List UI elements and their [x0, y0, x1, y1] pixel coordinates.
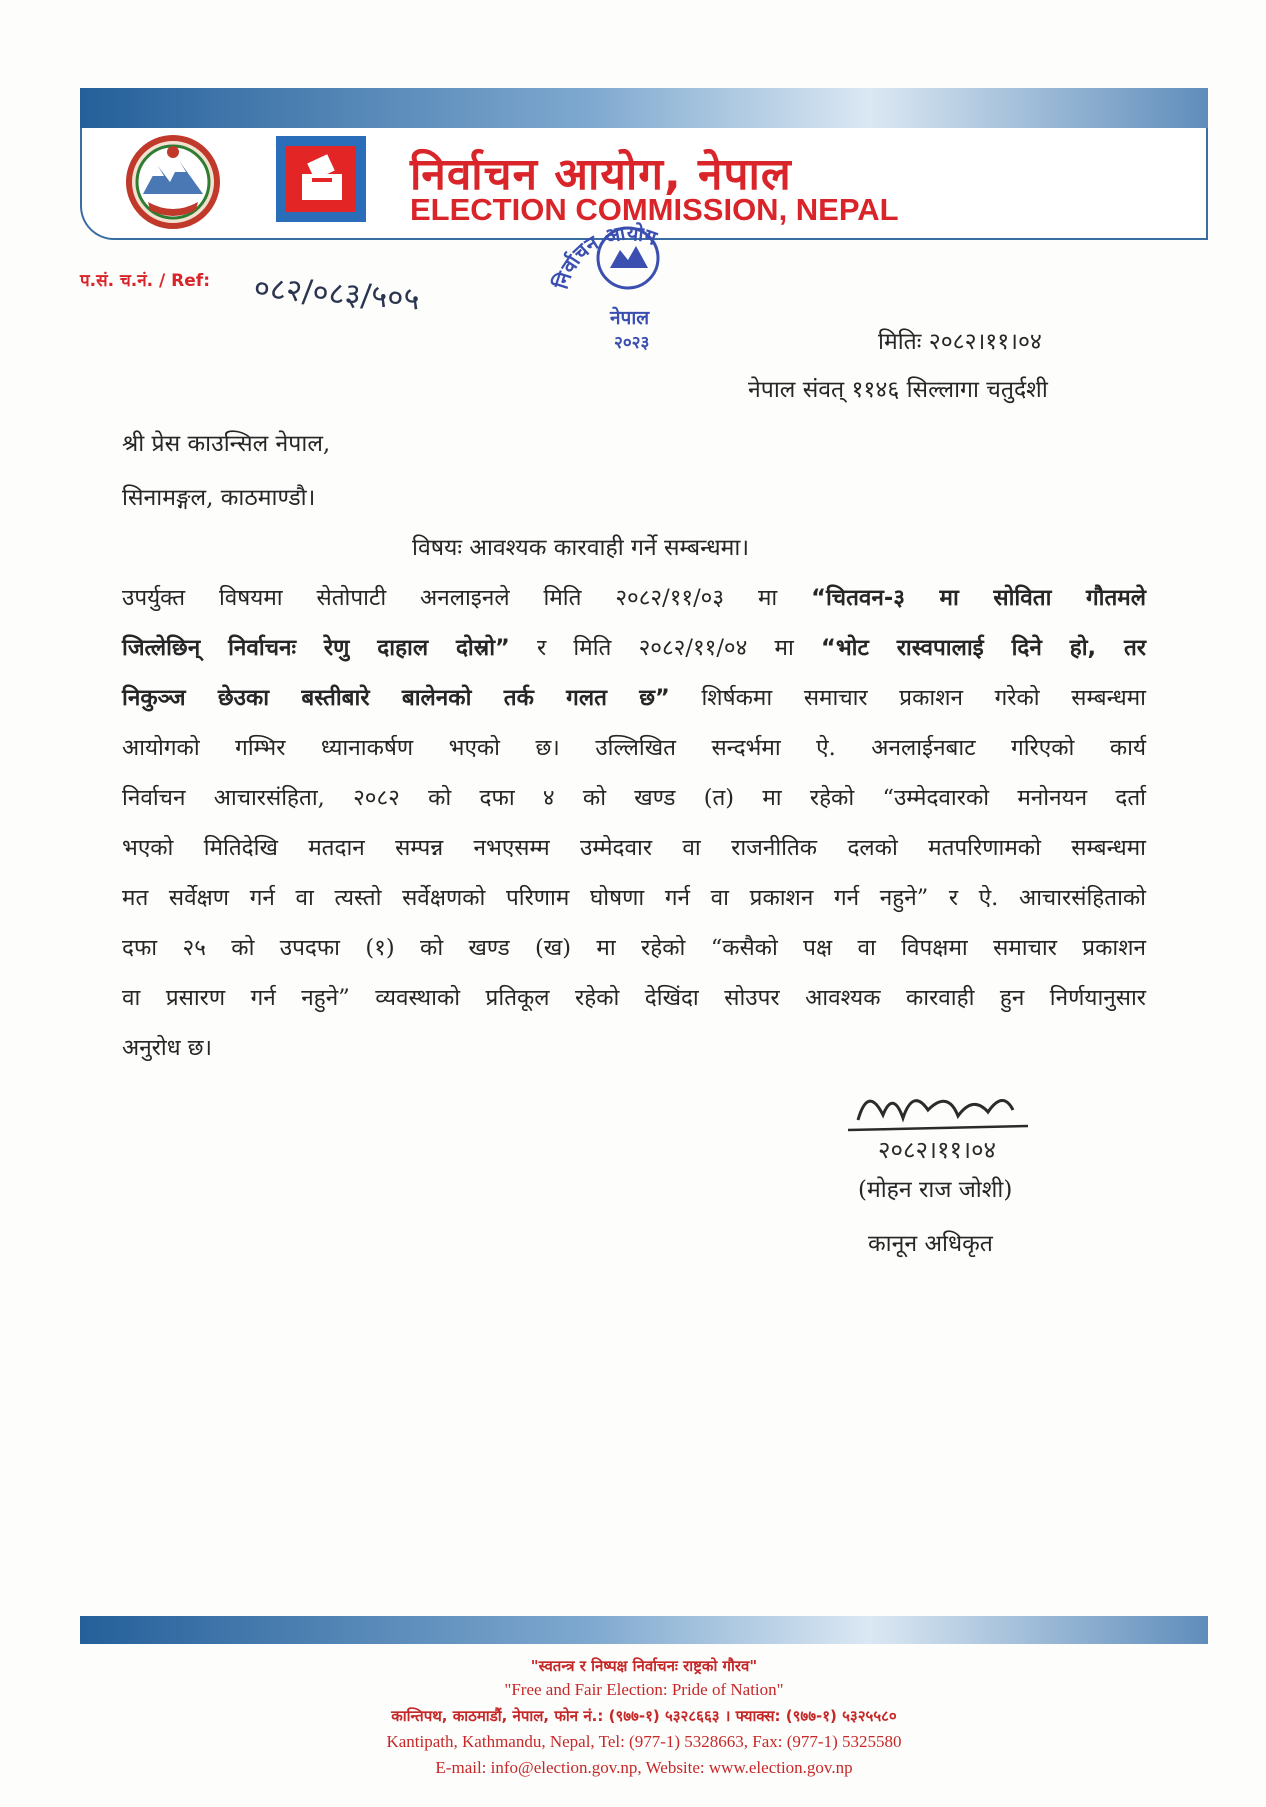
body-text: शिर्षकमा समाचार प्रकाशन गरेको सम्बन्धमा: [669, 685, 1146, 711]
body-line-3: [122, 682, 1146, 714]
signer-name: (मोहन राज जोशी): [858, 1177, 1013, 1203]
commission-title-english: ELECTION COMMISSION, NEPAL: [410, 192, 899, 227]
recipient-name: श्री प्रेस काउन्सिल नेपाल,: [122, 431, 331, 457]
body-line-8: दफा २५ को उपदफा (१) को खण्ड (ख) मा रहेको “कसैको पक्ष वा विपक्षमा समाचार प्रकाशन: [122, 935, 1146, 961]
commission-title-nepali: निर्वाचन आयोग, नेपाल: [410, 149, 792, 200]
body-line-4: आयोगको गम्भिर ध्यानाकर्षण भएको छ। उल्लिखित सन्दर्भमा ऐ. अनलाईनबाट गरिएको कार्य: [122, 735, 1146, 761]
footer-contact: E-mail: info@election.gov.np, Website: www.election.gov.np: [435, 1758, 853, 1777]
body-line-5: निर्वाचन आचारसंहिता, २०८२ को दफा ४ को खण्ड (त) मा रहेको “उम्मेदवारको मनोनयन दर्ता: [122, 785, 1146, 811]
stamp-arc-text: निर्वाचन आयोग: [548, 220, 660, 292]
official-stamp: [548, 206, 708, 356]
date-label: मितिः: [878, 329, 922, 355]
header-top-bar: [80, 88, 1208, 130]
handwritten-signature: [838, 1080, 1038, 1170]
body-text: र मिति २०८२/११/०४ मा: [509, 635, 822, 661]
ballot-box-logo-icon: [276, 136, 366, 222]
body-line-1: [122, 582, 1146, 614]
headline-1: “चितवन-३ मा सोविता गौतमले: [811, 585, 1147, 611]
footer-address-english: Kantipath, Kathmandu, Nepal, Tel: (977-1) 5328663, Fax: (977-1) 5325580: [386, 1732, 902, 1751]
headline-1-cont: जित्लेछिन् निर्वाचनः रेणु दाहाल दोस्रो”: [122, 635, 510, 661]
body-line-9: वा प्रसारण गर्न नहुने” व्यवस्थाको प्रतिकूल रहेको देखिंदा सोउपर आवश्यक कारवाही हुन निर्णयानुसार: [122, 985, 1146, 1011]
date-value: २०८२।११।०४: [928, 329, 1042, 355]
subject-line: विषयः आवश्यक कारवाही गर्ने सम्बन्धमा।: [412, 535, 750, 561]
ballot-hand-icon: [286, 146, 356, 212]
signature-date: २०८२।११।०४: [878, 1136, 997, 1164]
signer-title: कानून अधिकृत: [868, 1231, 993, 1257]
body-text: उपर्युक्त विषयमा सेतोपाटी अनलाइनले मिति २०८२/११/०३ मा: [122, 585, 812, 611]
headline-2: “भोट रास्वपालाई दिने हो, तर: [821, 635, 1146, 661]
stamp-line-year: २०२३: [614, 333, 650, 353]
nepal-sambat-date: नेपाल संवत् ११४६ सिल्लागा चतुर्दशी: [748, 377, 1048, 403]
stamp-line-nepal: नेपाल: [610, 307, 650, 329]
body-line-6: भएको मितिदेखि मतदान सम्पन्न नभएसम्म उम्मेदवार वा राजनीतिक दलको मतपरिणामको सम्बन्धमा: [122, 835, 1146, 861]
recipient-address: सिनामङ्गल, काठमाण्डौ।: [122, 485, 316, 511]
logo-red-field: [286, 146, 356, 212]
headline-2-cont: निकुञ्ज छेउका बस्तीबारे बालेनको तर्क गलत छ”: [122, 685, 670, 711]
ref-label: प.सं. च.नं. / Ref:: [80, 271, 210, 291]
body-line-2: [122, 632, 1146, 664]
body-line-7: मत सर्वेक्षण गर्न वा त्यस्तो सर्वेक्षणको परिणाम घोषणा गर्न वा प्रकाशन गर्न नहुने” र ऐ. आचारसंहिताको: [122, 885, 1146, 911]
body-line-10: अनुरोध छ।: [122, 1035, 212, 1061]
nepal-emblem-icon: [118, 132, 228, 232]
footer-address-nepali: कान्तिपथ, काठमाडौं, नेपाल, फोन नं.: (९७७-१) ५३२८६६३ । फ्याक्स: (९७७-१) ५३२५५८०: [391, 1707, 897, 1725]
footer-motto-english: "Free and Fair Election: Pride of Nation": [504, 1680, 784, 1699]
footer-motto-nepali: "स्वतन्त्र र निष्पक्ष निर्वाचनः राष्ट्रको गौरव": [530, 1657, 758, 1675]
ref-number-handwritten: ०८२/०८३/५०५: [252, 270, 421, 318]
date-line: [878, 324, 1042, 356]
footer-bar: [80, 1616, 1208, 1644]
